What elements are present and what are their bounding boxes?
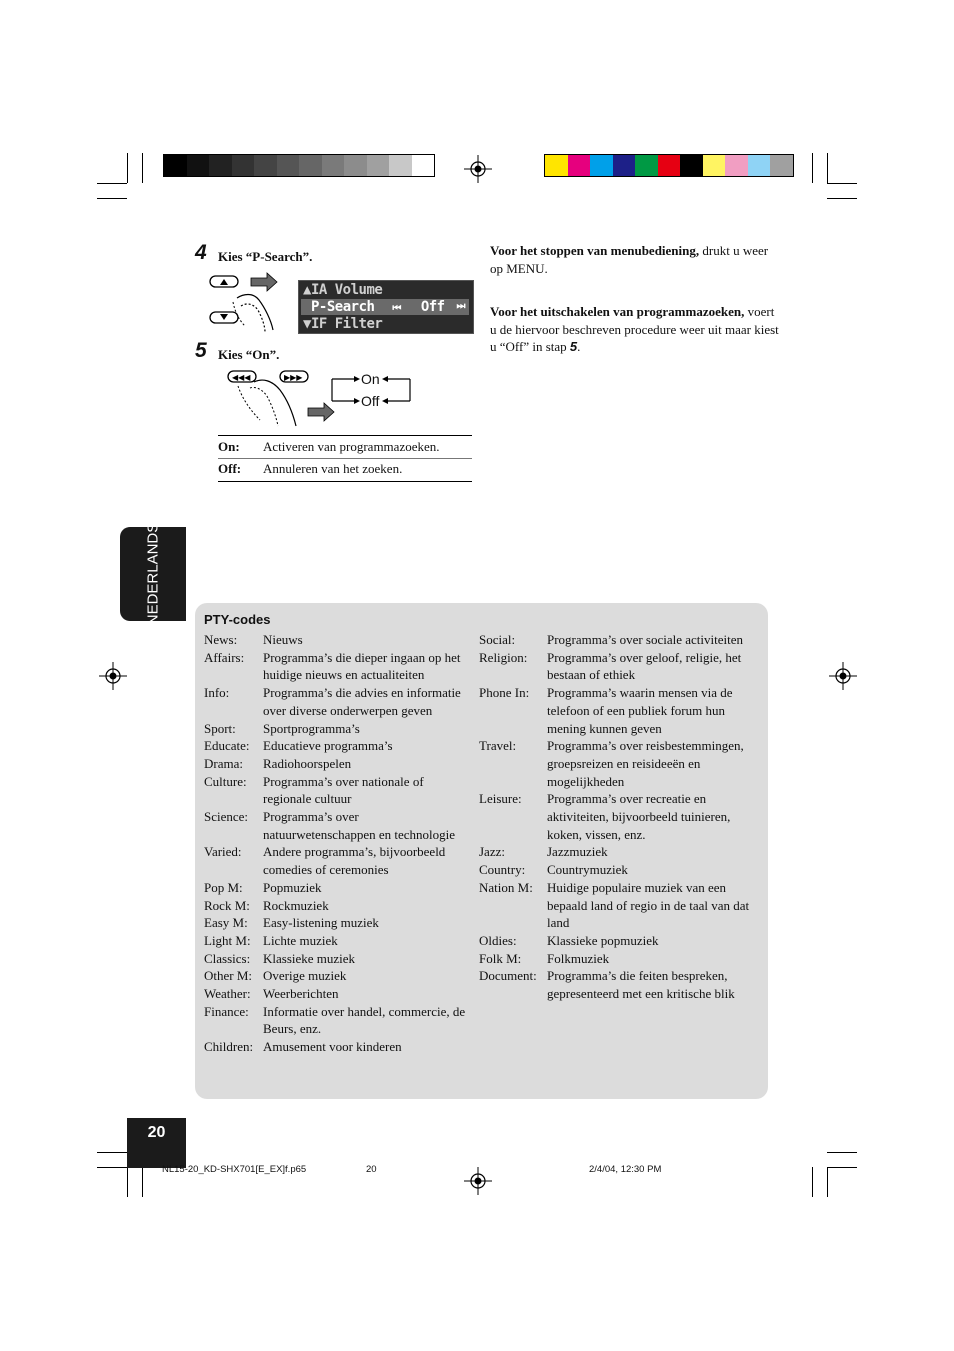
crop-mark [827,1152,857,1153]
pty-description: Klassieke popmuziek [547,932,659,948]
pty-code: Rock M: [204,897,250,913]
crop-mark [827,1167,857,1168]
pty-entry [479,967,751,1002]
pty-entry [479,684,751,737]
color-swatch [367,155,390,176]
pty-entry [204,950,470,968]
pty-entry [479,843,751,861]
pty-entry [204,897,470,915]
pty-entry [204,932,470,950]
pty-description: Jazzmuziek [547,844,608,860]
crop-mark [827,183,857,184]
pty-description: Lichte muziek [263,932,338,948]
pty-entry [204,914,470,932]
pty-entry [479,932,751,950]
color-swatch [254,155,277,176]
color-swatch [748,155,771,176]
pty-description: Programma’s die advies en informatie over diverse onderwerpen geven [263,685,461,718]
step-label: Kies “On”. [218,347,280,362]
pty-entry [479,649,751,684]
pty-entry [479,737,751,790]
crop-mark [142,153,143,183]
pty-description: Amusement voor kinderen [263,1039,402,1055]
crop-mark [812,153,813,183]
pty-description: Nieuws [263,632,303,647]
down-arrow-icon: ▼ [303,316,311,332]
crop-mark [97,183,127,184]
crop-mark [812,1167,813,1197]
pty-code: Jazz: [479,844,505,860]
up-down-button-illustration [207,272,297,334]
pty-description: Radiohoorspelen [263,755,352,771]
registration-mark-icon [829,662,857,690]
color-swatch [568,155,591,176]
pty-description: Programma’s over nationale of regionale cultuur [263,773,424,807]
pty-code: Oldies: [479,932,517,948]
color-swatch [209,155,232,176]
pty-code: Document: [479,968,537,984]
color-swatch [770,155,793,176]
pty-description: Programma’s die feiten bespreken, gepresenteerd met een kritische blik [547,968,735,1002]
color-swatch [187,155,210,176]
gray-scale-bar [163,154,435,177]
pty-code: Finance: [204,1003,249,1019]
crop-mark [97,1152,127,1153]
pty-entry [204,773,470,808]
pty-description: Programma’s die dieper ingaan op het huidige nieuws en actualiteiten [263,649,461,683]
prev-next-button-illustration [224,368,414,428]
pty-entry [479,861,751,879]
pty-entry [204,684,470,719]
pty-code: Easy M: [204,915,248,931]
svg-text:◀◀◀: ◀◀◀ [232,373,251,382]
pty-entry [479,879,751,932]
pty-code: Other M: [204,968,253,984]
footer-page: 20 [366,1164,377,1175]
pty-description: Programma’s over natuurwetenschappen en technologie [263,809,456,842]
crop-mark [127,153,128,183]
pty-entry [479,950,751,968]
color-swatch [590,155,613,176]
note-stop-menu: Voor het stoppen van menubediening, drukt u weer op MENU. [490,243,769,276]
pty-entry [479,631,751,649]
svg-text:▶▶▶: ▶▶▶ [284,373,303,382]
step-number: 5 [195,339,207,362]
pty-entry [204,879,470,897]
pty-entry [204,649,470,684]
pty-code: Country: [479,862,526,878]
page-number-block: 20 [127,1118,186,1168]
pty-code: Educate: [204,738,250,754]
pty-description: Weerberichten [263,986,339,1002]
pty-code: Science: [204,809,249,825]
step-label: Kies “P-Search”. [218,249,313,264]
next-icon: ⏭ [456,301,465,312]
pty-code: Varied: [204,844,242,860]
color-swatch [680,155,703,176]
pty-code: Affairs: [204,649,245,665]
pty-description: Informatie over handel, commercie, de Beurs, enz. [263,1003,466,1037]
pty-code: Sport: [204,720,236,736]
pty-description: Huidige populaire muziek van een bepaald land of regio in de taal van dat land [547,879,750,931]
color-swatch [232,155,255,176]
pty-code: Children: [204,1039,254,1055]
pty-title: PTY-codes [204,612,271,627]
pty-description: Programma’s over sociale activiteiten [547,632,744,647]
crop-mark [827,1167,828,1197]
up-arrow-icon: ▲ [303,282,311,298]
divider [218,435,472,436]
pty-entry [204,720,470,738]
pty-code: Classics: [204,950,251,966]
color-swatch [299,155,322,176]
pty-right-column [479,631,751,1003]
registration-mark-icon [464,155,492,183]
pty-description: Countrymuziek [547,862,628,878]
pty-entry [204,985,470,1003]
pty-code: Leisure: [479,791,522,807]
registration-mark-icon [464,1167,492,1195]
switch-off-label: Off [361,393,380,409]
pty-entry [204,737,470,755]
pty-description: Programma’s over reisbestemmingen, groepsreizen en reisideeën en mogelijkheden [547,738,744,789]
pty-entry [204,1003,470,1038]
color-swatch [703,155,726,176]
footer-filename: NL15-20_KD-SHX701[E_EX]f.p65 [162,1164,307,1175]
color-swatch [164,155,187,176]
pty-entry [204,631,470,649]
pty-description: Sportprogramma’s [263,720,360,736]
pty-code: Social: [479,632,516,647]
pty-description: Programma’s waarin mensen via de telefoon of een publiek forum hun mening kunnen geven [547,685,733,736]
crop-mark [827,198,857,199]
pty-description: Programma’s over recreatie en aktiviteiten, bijvoorbeeld tuinieren, koken, vissen, enz. [547,791,731,842]
pty-entry [204,967,470,985]
step-number: 4 [195,241,207,264]
color-swatch [277,155,300,176]
lcd-row-ia-volume: ▲IA Volume [303,282,383,298]
crop-mark [142,1167,143,1197]
pty-description: Educatieve programma’s [263,738,393,754]
language-tab: NEDERLANDS [120,527,186,621]
pty-entry [204,1038,470,1056]
footer-date: 2/4/04, 12:30 PM [589,1164,662,1175]
pty-code: Folk M: [479,950,522,966]
prev-icon: ⏮ [392,303,401,314]
crop-mark [97,198,127,199]
color-swatch [344,155,367,176]
crop-mark [827,153,828,183]
pty-left-column [204,631,470,1056]
registration-mark-icon [99,662,127,690]
pty-description: Programma’s over geloof, religie, het bestaan of ethiek [547,649,742,683]
lcd-row-p-search: P-Search ⏮ Off ⏭ [301,299,469,315]
pty-description: Popmuziek [263,879,322,895]
lcd-row-if-filter: ▼IF Filter [303,316,383,332]
pty-description: Klassieke muziek [263,950,356,966]
pty-description: Andere programma’s, bijvoorbeeld comedies of ceremonies [263,844,446,878]
pty-entry [204,755,470,773]
color-swatch [613,155,636,176]
pty-codes-box [195,603,768,1099]
switch-on-label: On [361,371,380,387]
pty-code: News: [204,632,238,647]
pty-description: Overige muziek [263,968,347,984]
pty-code: Weather: [204,986,251,1002]
pty-code: Culture: [204,773,247,789]
color-swatch [389,155,412,176]
crop-mark [97,1167,127,1168]
divider [218,458,472,459]
pty-description: Easy-listening muziek [263,915,379,931]
pty-description: Rockmuziek [263,897,329,913]
pty-code: Pop M: [204,879,243,895]
pty-entry [204,808,470,843]
color-bar [544,154,794,177]
divider [218,481,472,482]
pty-code: Religion: [479,649,528,665]
pty-description: Folkmuziek [547,950,610,966]
pty-code: Drama: [204,755,243,771]
crop-mark [127,1167,128,1197]
color-swatch [635,155,658,176]
color-swatch [322,155,345,176]
note-disable-search: Voor het uitschakelen van programmazoeken, voert u de hiervoor beschreven procedure weer uit maar kiest u “Off” in stap 5. [490,304,779,354]
color-swatch [725,155,748,176]
pty-code: Phone In: [479,685,530,701]
pty-entry [204,843,470,878]
color-swatch [545,155,568,176]
lcd-display [298,280,474,334]
pty-entry [479,790,751,843]
pty-code: Light M: [204,932,251,948]
pty-code: Nation M: [479,879,533,895]
pty-code: Info: [204,685,230,701]
pty-code: Travel: [479,738,517,754]
color-swatch [412,155,435,176]
color-swatch [658,155,681,176]
